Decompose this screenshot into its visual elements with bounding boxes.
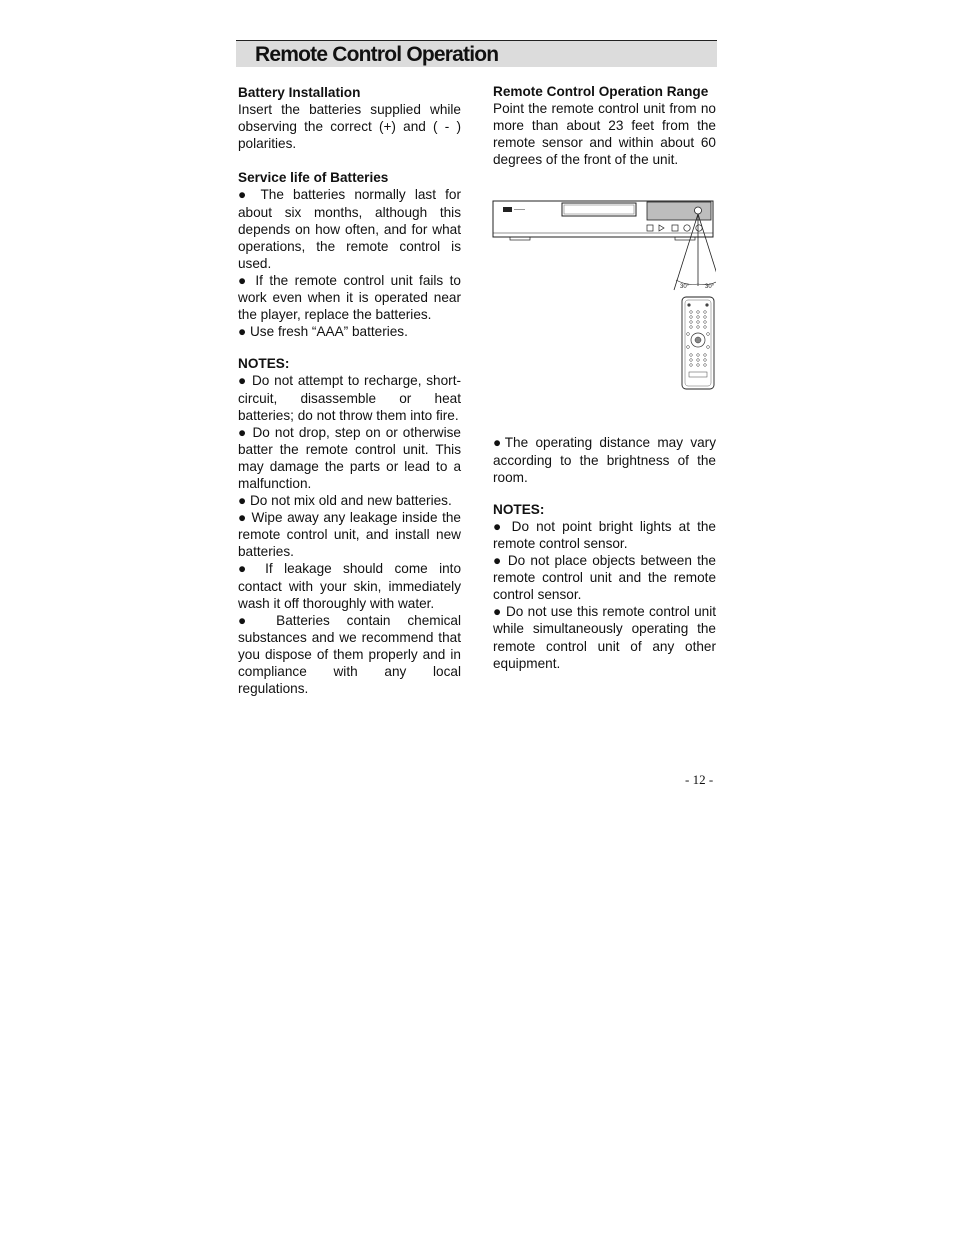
service-life-item: ● Use fresh “AAA” batteries. (238, 324, 408, 340)
left-column (238, 84, 461, 697)
notes-heading: NOTES: (238, 356, 290, 372)
logo-mark (503, 207, 512, 212)
note-item: ● Batteries contain chemical substances and we recommend that you dispose of them properly and in compliance with any local regulations. (238, 612, 461, 697)
right-note-item: ● Do not point bright lights at the remote control sensor. (493, 518, 716, 551)
remote-control-icon (682, 297, 714, 389)
angle-right-label: 30° (705, 284, 715, 290)
note-item: ● If leakage should come into contact with your skin, immediately wash it off thoroughly with water. (238, 561, 461, 611)
note-item: ● Do not drop, step on or otherwise batter the remote control unit. This may damage the parts or lead to a malfunction. (238, 424, 461, 491)
right-notes-heading: NOTES: (493, 501, 545, 517)
page-number: - 12 - (685, 772, 714, 787)
page-title: Remote Control Operation (255, 43, 499, 66)
note-item: ● Do not attempt to recharge, short-circuit, disassemble or heat batteries; do not throw them into fire. (238, 373, 461, 423)
angle-left-label: 30° (680, 284, 690, 290)
distance-note: ●The operating distance may vary according to the brightness of the room. (493, 435, 716, 485)
right-note-item: ● Do not place objects between the remote control unit and the remote control sensor. (493, 553, 716, 603)
battery-installation-text: Insert the batteries supplied while observing the correct (+) and ( - ) polarities. (238, 102, 461, 152)
title-bar (236, 40, 717, 67)
service-life-item: ● The batteries normally last for about six months, although this depends on how often, and for what operations, the remote control is used. (238, 187, 461, 271)
remote-sensor (695, 207, 702, 214)
range-text: Point the remote control unit from no more than about 23 feet from the remote sensor and within about 60 degrees of the front of the unit. (493, 101, 716, 168)
right-note-item: ● Do not use this remote control unit while simultaneously operating the remote control unit of any other equipment. (493, 604, 716, 671)
remote-range-illustration (492, 198, 716, 393)
battery-installation-heading: Battery Installation (238, 85, 361, 100)
service-life-heading: Service life of Batteries (238, 170, 389, 186)
remote-range-figure (492, 198, 716, 393)
service-life-item: ● If the remote control unit fails to work even when it is operated near the player, replace the batteries. (238, 272, 461, 323)
note-item: ● Wipe away any leakage inside the remote control unit, and install new batteries. (238, 510, 461, 560)
note-item: ● Do not mix old and new batteries. (238, 493, 452, 509)
range-heading: Remote Control Operation Range (493, 84, 709, 99)
